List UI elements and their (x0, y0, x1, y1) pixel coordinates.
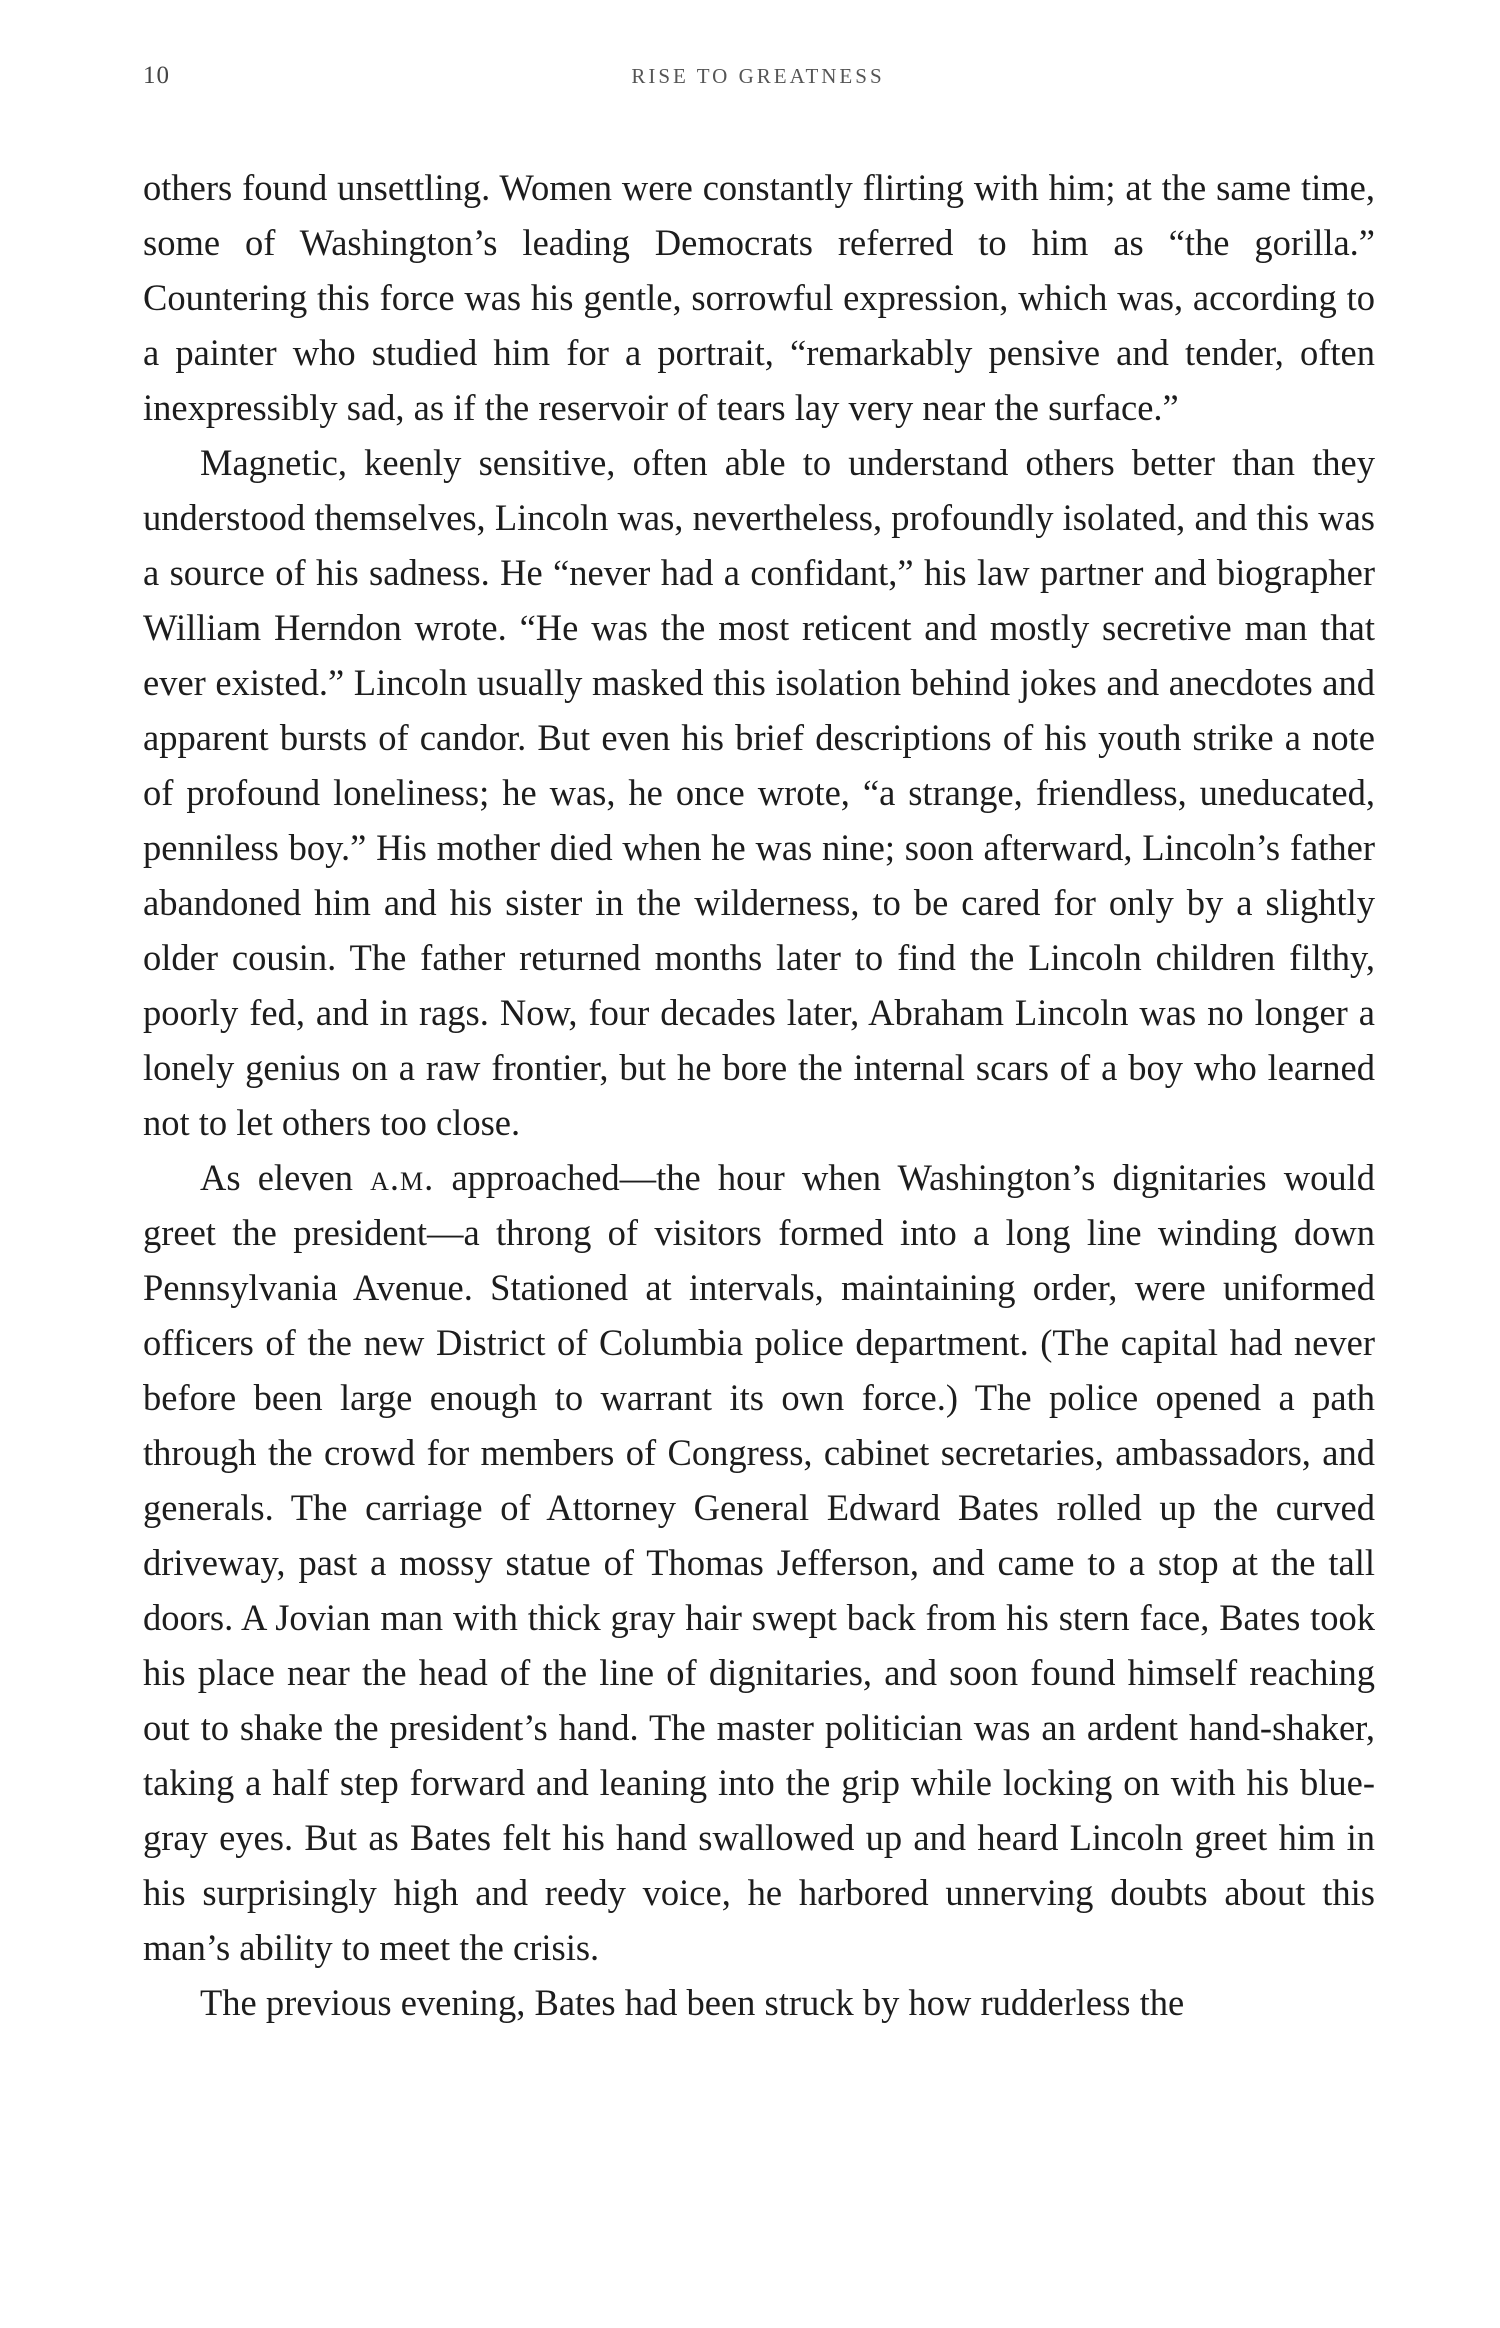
paragraph-3-text: approached—the hour when Washington’s dignitaries would greet the president—a throng of visitors formed into a long line winding down Pennsylvania Avenue. Stationed at intervals, maintaining order, were uniformed officers of the new District of Columbia police department. (The capital had never before been large enough to warrant its own force.) The police opened a path through the crowd for members of Congress, cabinet secretaries, ambassadors, and generals. The carriage of Attorney General Edward Bates rolled up the curved driveway, past a mossy statue of Thomas Jefferson, and came to a stop at the tall doors. A Jovian man with thick gray hair swept back from his stern face, Bates took his place near the head of the line of dignitaries, and soon found himself reaching out to shake the president’s hand. The master politician was an ardent hand-shaker, taking a half step forward and leaning into the grip while locking on with his blue-gray eyes. But as Bates felt his hand swallowed up and heard Lincoln greet him in his surprisingly high and reedy voice, he harbored unnerving doubts about this man’s ability to meet the crisis. (143, 1157, 1375, 1968)
paragraph-1: others found unsettling. Women were constantly flirting with him; at the same time, some of Washington’s leading Democrats referred to him as “the gorilla.” Countering this force was his gentle, sorrowful expression, which was, according to a painter who studied him for a portrait, “remarkably pensive and tender, often inexpressibly sad, as if the reservoir of tears lay very near the surface.” (143, 167, 1375, 428)
time-abbreviation: a.m. (370, 1157, 435, 1198)
book-title: RISE TO GREATNESS (631, 64, 885, 88)
body-text (143, 160, 1375, 2030)
paragraph-2: Magnetic, keenly sensitive, often able to understand others better than they understood themselves, Lincoln was, nevertheless, profoundly isolated, and this was a source of his sadness. He “never had a confidant,” his law partner and biographer William Herndon wrote. “He was the most reticent and mostly secretive man that ever existed.” Lincoln usually masked this isolation behind jokes and anecdotes and apparent bursts of candor. But even his brief descriptions of his youth strike a note of profound loneliness; he was, he once wrote, “a strange, friendless, uneducated, penniless boy.” His mother died when he was nine; soon afterward, Lincoln’s father abandoned him and his sister in the wilderness, to be cared for only by a slightly older cousin. The father returned months later to find the Lincoln children filthy, poorly fed, and in rags. Now, four decades later, Abraham Lincoln was no longer a lonely genius on a raw frontier, but he bore the internal scars of a boy who learned not to let others too close. (143, 442, 1375, 1143)
running-head (143, 62, 1373, 92)
page-number: 10 (143, 62, 170, 89)
paragraph-3 (143, 1150, 1375, 1975)
paragraph-3-lead: As eleven (200, 1157, 371, 1198)
paragraph-4: The previous evening, Bates had been struck by how rudderless the (200, 1982, 1185, 2023)
